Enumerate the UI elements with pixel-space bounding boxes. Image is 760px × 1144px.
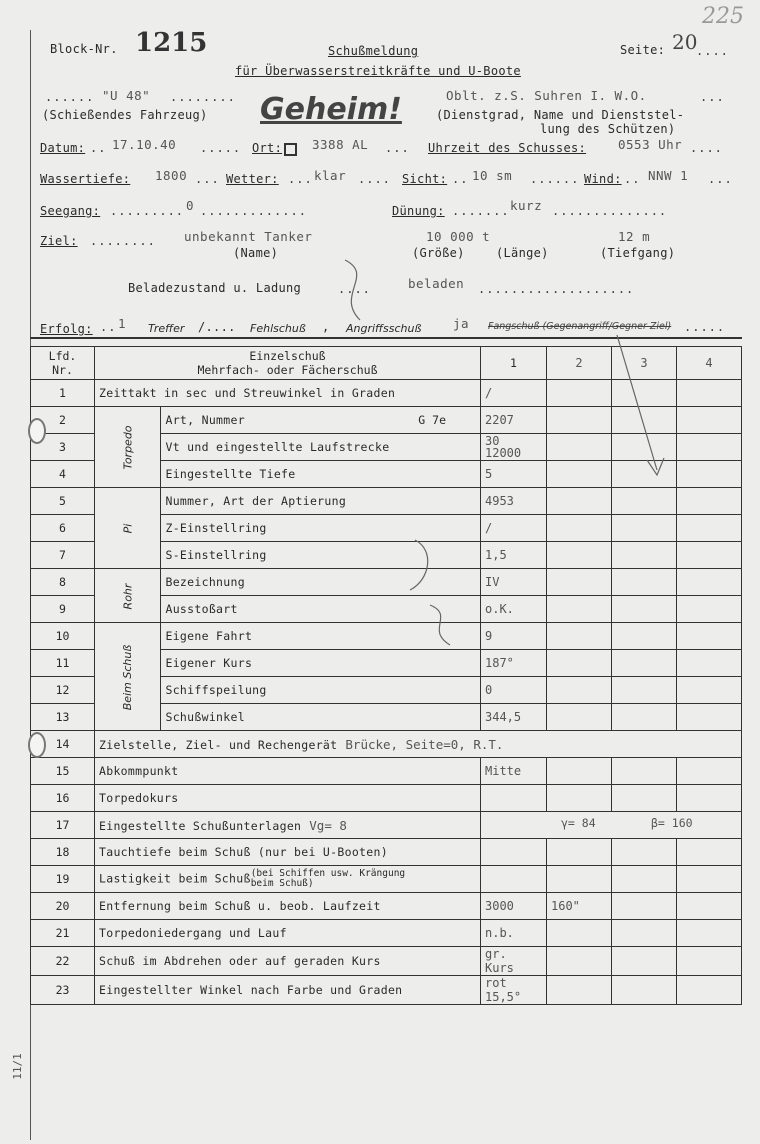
row-description-text: Abkommpunkt (99, 764, 179, 778)
head-desc-line2: Mehrfach- oder Fächerschuß (197, 363, 378, 377)
row-value-col-4 (677, 407, 742, 434)
row-description-text: Eingestellter Winkel nach Farbe und Graden (99, 983, 403, 997)
head-col-4: 4 (677, 347, 742, 380)
group-label-rohr (95, 569, 161, 623)
depth-dots: ... (195, 172, 220, 186)
row-value-col-2 (547, 623, 612, 650)
date-label: Datum: (40, 141, 86, 155)
row-value-col-1: / (481, 380, 547, 407)
row-number: 12 (31, 677, 95, 704)
row-value-col-2 (547, 866, 612, 893)
row-value-col-4 (677, 758, 742, 785)
row-value-col-2 (547, 947, 612, 976)
row-value-col-3 (612, 758, 677, 785)
success-sep: /.... (198, 320, 236, 334)
row-description-extra: (bei Schiffen usw. Krängung beim Schuß) (250, 868, 411, 889)
row-description-extra: Brücke, Seite=0, R.T. (345, 736, 504, 752)
row-value-col-2 (547, 569, 612, 596)
row-description-text: Entfernung beim Schuß u. beob. Laufzeit (99, 899, 381, 913)
row-value-col-1: 9 (481, 623, 547, 650)
place-box-icon (284, 143, 297, 156)
row-value-col-4 (677, 839, 742, 866)
row-description-text: Vt und eingestellte Laufstrecke (165, 440, 390, 454)
row-value-col-1 (481, 839, 547, 866)
target-draft-label: (Tiefgang) (600, 246, 676, 260)
row-value-col-2 (547, 785, 612, 812)
row-number: 22 (31, 947, 95, 976)
row-value-col-3 (612, 623, 677, 650)
row-number: 15 (31, 758, 95, 785)
row-value-col-1: 3000 (481, 893, 547, 920)
vessel-label: (Schießendes Fahrzeug) (42, 108, 208, 122)
row-value-col-2 (547, 461, 612, 488)
weather-dots-2: .... (358, 172, 391, 186)
table-row (31, 785, 742, 812)
target-size-label: (Größe) (412, 246, 465, 260)
row-number: 7 (31, 542, 95, 569)
row-value-col-4 (677, 976, 742, 1005)
row-value-col-3 (612, 839, 677, 866)
table-row (31, 839, 742, 866)
form-title: Schußmeldung (328, 44, 419, 58)
table-row (31, 488, 742, 515)
weather-value: klar (314, 168, 347, 183)
wind-dots-2: ... (708, 172, 733, 186)
row-value-col-4 (677, 947, 742, 976)
row-value-col-4 (677, 650, 742, 677)
row-value-v3: β= 160 (651, 816, 693, 830)
row-value-col-3 (612, 488, 677, 515)
struck-label: Fangschuß (Gegenangriff/Gegner Ziel) (488, 321, 672, 332)
success-label: Erfolg: (40, 322, 93, 336)
hit-label: Treffer (148, 322, 185, 335)
binder-hole-bottom (28, 732, 46, 758)
wind-label: Wind: (584, 172, 622, 186)
row-description-extra: Vg= 8 (309, 817, 347, 833)
row-number: 18 (31, 839, 95, 866)
row-value-col-1: Mitte (481, 758, 547, 785)
row-number: 10 (31, 623, 95, 650)
group-label-beim_schuss (95, 623, 161, 731)
shooter-value: Oblt. z.S. Suhren I. W.O. (446, 88, 647, 103)
vessel-dots: ...... (45, 90, 95, 104)
row-value-col-2 (547, 380, 612, 407)
target-dots: ........ (90, 234, 156, 248)
head-no (31, 347, 95, 380)
row-description-text: Bezeichnung (165, 575, 245, 589)
row-description-text: Torpedoniedergang und Lauf (99, 926, 287, 940)
row-value-col-3 (612, 542, 677, 569)
date-value: 17.10.40 (112, 137, 177, 152)
row-value-v2: γ= 84 (561, 816, 596, 830)
time-dots: .... (690, 141, 723, 155)
row-number: 19 (31, 866, 95, 893)
load-dots-2: ................... (478, 282, 635, 296)
row-value-col-1: 30 12000 (481, 434, 547, 461)
head-desc-line1: Einzelschuß (249, 349, 326, 363)
row-value-col-2 (547, 596, 612, 623)
weather-dots: ... (288, 172, 313, 186)
row-value-col-4 (677, 623, 742, 650)
row-value-col-2 (547, 976, 612, 1005)
table-row (31, 623, 742, 650)
row-description (95, 380, 481, 407)
row-description (95, 731, 742, 758)
row-value-col-4 (677, 380, 742, 407)
swell-label: Dünung: (392, 204, 445, 218)
row-description-text: Zeittakt in sec und Streuwinkel in Graden (99, 386, 396, 400)
row-value-col-4 (677, 785, 742, 812)
row-value-col-1: o.K. (481, 596, 547, 623)
swell-dots: ....... (452, 204, 510, 218)
row-number: 16 (31, 785, 95, 812)
row-description (161, 677, 481, 704)
row-value-col-3 (612, 947, 677, 976)
row-value-col-4 (677, 434, 742, 461)
shooter-label-2: lung des Schützen) (540, 122, 676, 136)
row-value-col-2: 160" (547, 893, 612, 920)
row-description-text: Ausstoßart (165, 602, 238, 616)
row-value-col-1: 187° (481, 650, 547, 677)
swell-dots-2: .............. (552, 204, 668, 218)
table-row (31, 731, 742, 758)
table-row (31, 976, 742, 1005)
date-dots-2: ..... (200, 141, 242, 155)
swell-value: kurz (510, 198, 543, 213)
row-value-col-4 (677, 704, 742, 731)
target-label: Ziel: (40, 234, 78, 248)
pencil-bracket-mark-2 (405, 535, 445, 595)
place-dots: ... (385, 141, 410, 155)
row-number: 9 (31, 596, 95, 623)
row-description-text: S-Einstellring (165, 548, 267, 562)
miss-sep: , (322, 320, 330, 334)
row-value-col-4 (677, 893, 742, 920)
row-description-text: Nummer, Art der Aptierung (165, 494, 347, 508)
row-number: 1 (31, 380, 95, 407)
table-row (31, 812, 742, 839)
row-description-text: Schuß im Abdrehen oder auf geraden Kurs (99, 954, 381, 968)
wind-dots: .. (624, 172, 641, 186)
row-value-col-1: gr. Kurs (481, 947, 547, 976)
row-value-col-3 (612, 920, 677, 947)
vessel-dots-2: ........ (170, 90, 236, 104)
row-number: 21 (31, 920, 95, 947)
form-subtitle: für Überwasserstreitkräfte und U-Boote (235, 64, 521, 78)
row-value-col-2 (547, 677, 612, 704)
target-draft: 12 m (618, 229, 651, 244)
row-number: 2 (31, 407, 95, 434)
pencil-arrow-mark (612, 330, 672, 490)
row-description-text: Art, Nummer (165, 413, 245, 427)
table-row (31, 866, 742, 893)
row-value-col-1: 0 (481, 677, 547, 704)
visibility-value: 10 sm (472, 168, 513, 183)
target-length-label: (Länge) (496, 246, 549, 260)
row-value-col-1 (481, 866, 547, 893)
row-value-col-1: rot 15,5° (481, 976, 547, 1005)
row-number: 20 (31, 893, 95, 920)
time-label: Uhrzeit des Schusses: (428, 141, 587, 155)
row-value-col-2 (547, 758, 612, 785)
row-value-col-4 (677, 569, 742, 596)
row-value-col-2 (547, 704, 612, 731)
sea-label: Seegang: (40, 204, 101, 218)
row-value-col-3 (612, 704, 677, 731)
row-description (95, 976, 481, 1005)
vessel-value: "U 48" (102, 88, 151, 103)
row-value-col-4 (677, 515, 742, 542)
row-description (161, 488, 481, 515)
weather-label: Wetter: (226, 172, 279, 186)
row-description (95, 812, 481, 839)
row-value-col-3 (612, 785, 677, 812)
row-value-col-4 (677, 461, 742, 488)
group-label-torpedo (95, 407, 161, 488)
row-description-text: Lastigkeit beim Schuß (99, 871, 251, 886)
group-label-text: Rohr (121, 583, 135, 609)
row-value-col-3 (612, 893, 677, 920)
row-values-span (481, 812, 742, 839)
struck-dots: ..... (684, 320, 726, 334)
load-value: beladen (408, 276, 465, 291)
row-description (95, 893, 481, 920)
row-description (161, 434, 481, 461)
load-dots: .... (338, 282, 371, 296)
row-value-col-2 (547, 839, 612, 866)
sea-dots: ......... (110, 204, 185, 218)
wind-value: NNW 1 (648, 168, 689, 183)
row-number: 11 (31, 650, 95, 677)
target-name: unbekannt Tanker (184, 229, 313, 244)
row-description-text: Schußwinkel (165, 710, 245, 724)
attack-value: ja (453, 316, 470, 331)
row-description (161, 650, 481, 677)
row-value-col-1 (481, 785, 547, 812)
row-description-text: Eigene Fahrt (165, 629, 253, 643)
success-count: 1 (118, 316, 127, 331)
row-number: 17 (31, 812, 95, 839)
row-description (95, 758, 481, 785)
row-value-col-2 (547, 488, 612, 515)
page-number: 20 (672, 30, 698, 54)
load-label: Beladezustand u. Ladung (128, 281, 302, 295)
visibility-dots-2: ...... (530, 172, 580, 186)
pencil-squiggle-mark (420, 600, 460, 650)
binder-hole-top (28, 418, 46, 444)
row-description-text: Eigener Kurs (165, 656, 253, 670)
row-description (95, 947, 481, 976)
head-col-1: 1 (481, 347, 547, 380)
secret-stamp: Geheim! (260, 92, 402, 127)
depth-value: 1800 (155, 168, 188, 183)
shooter-dots: ... (700, 90, 725, 104)
head-col-2: 2 (547, 347, 612, 380)
row-number: 23 (31, 976, 95, 1005)
table-row (31, 920, 742, 947)
row-value-col-1: IV (481, 569, 547, 596)
row-value-col-3 (612, 569, 677, 596)
row-description-text: Schiffspeilung (165, 683, 267, 697)
row-value-col-1: 5 (481, 461, 547, 488)
row-value-col-4 (677, 677, 742, 704)
group-label-text: Beim Schuß (121, 644, 135, 710)
table-row (31, 893, 742, 920)
place-label: Ort: (252, 141, 283, 155)
miss-label: Fehlschuß (250, 322, 306, 335)
row-value-col-4 (677, 920, 742, 947)
row-value-col-4 (677, 866, 742, 893)
row-value-col-2 (547, 542, 612, 569)
head-desc (95, 347, 481, 380)
row-value-col-1: n.b. (481, 920, 547, 947)
head-col-3: 3 (612, 347, 677, 380)
row-value-col-4 (677, 596, 742, 623)
row-value-col-3 (612, 515, 677, 542)
row-value-col-3 (612, 677, 677, 704)
row-value-col-3 (612, 866, 677, 893)
date-dots: .. (90, 141, 107, 155)
row-description (95, 785, 481, 812)
time-value: 0553 Uhr (618, 137, 683, 152)
corner-number: 225 (702, 4, 744, 29)
row-description (95, 920, 481, 947)
row-number: 6 (31, 515, 95, 542)
row-number: 14 (31, 731, 95, 758)
group-label-pi (95, 488, 161, 569)
pencil-bracket-mark (330, 255, 390, 325)
place-value: 3388 AL (312, 137, 369, 152)
shooter-label-1: (Dienstgrad, Name und Dienststel- (436, 108, 685, 122)
row-value-col-1: 344,5 (481, 704, 547, 731)
row-description (95, 839, 481, 866)
row-value-col-1: 1,5 (481, 542, 547, 569)
row-description (161, 407, 481, 434)
block-label: Block-Nr. (50, 42, 118, 56)
row-value-col-3 (612, 650, 677, 677)
row-description-text: Tauchtiefe beim Schuß (nur bei U-Booten) (99, 845, 388, 859)
depth-label: Wassertiefe: (40, 172, 131, 186)
group-label-text: Torpedo (121, 425, 135, 470)
target-name-label: (Name) (233, 246, 279, 260)
row-description-text: Eingestellte Tiefe (165, 467, 296, 481)
group-label-text: Pi (121, 523, 135, 534)
row-value-col-3 (612, 596, 677, 623)
sea-value: 0 (186, 198, 195, 213)
row-value-col-2 (547, 407, 612, 434)
table-row (31, 758, 742, 785)
table-row (31, 569, 742, 596)
row-value-col-1: 4953 (481, 488, 547, 515)
row-value-col-2 (547, 434, 612, 461)
row-description-text: Torpedokurs (99, 791, 179, 805)
row-value-col-3 (612, 976, 677, 1005)
margin-note: 11/1 (10, 1053, 24, 1080)
row-value-col-4 (677, 488, 742, 515)
head-no-label: Lfd. Nr. (48, 349, 77, 377)
row-value-col-2 (547, 920, 612, 947)
page-dots: .... (696, 44, 729, 58)
row-description (161, 704, 481, 731)
sea-dots-2: ............. (200, 204, 307, 218)
row-description-text: Eingestellte Schußunterlagen (99, 818, 302, 833)
attack-label: Angriffsschuß (346, 322, 422, 335)
row-number: 13 (31, 704, 95, 731)
row-value-col-1: / (481, 515, 547, 542)
table-row (31, 947, 742, 976)
row-number: 8 (31, 569, 95, 596)
row-value-col-2 (547, 650, 612, 677)
row-number: 3 (31, 434, 95, 461)
row-number: 5 (31, 488, 95, 515)
row-description (161, 461, 481, 488)
success-dots: .. (100, 320, 117, 334)
row-value-col-4 (677, 542, 742, 569)
row-description (95, 866, 481, 893)
row-value-col-2 (547, 515, 612, 542)
visibility-dots: .. (452, 172, 469, 186)
page-label: Seite: (620, 43, 666, 57)
row-number: 4 (31, 461, 95, 488)
visibility-label: Sicht: (402, 172, 448, 186)
target-size: 10 000 t (426, 229, 491, 244)
row-description-extra: G 7e (418, 413, 446, 427)
block-number: 1215 (135, 28, 208, 58)
row-description-text: Zielstelle, Ziel- und Rechengerät (99, 737, 338, 752)
row-value-col-1: 2207 (481, 407, 547, 434)
row-description-text: Z-Einstellring (165, 521, 267, 535)
